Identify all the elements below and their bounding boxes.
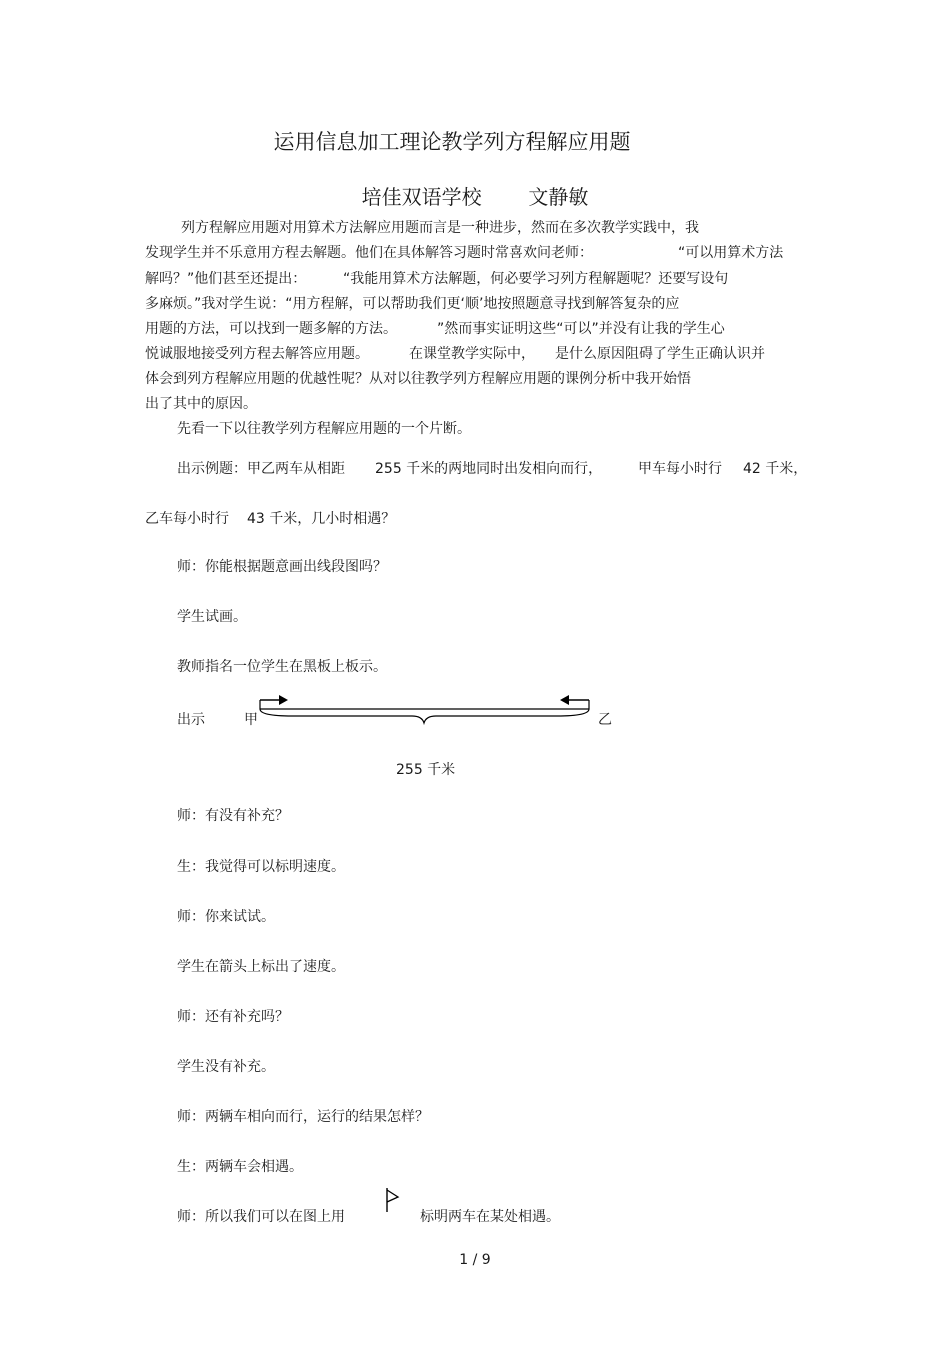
example-line-1d: 42 千米， (743, 461, 808, 477)
brace-curve (260, 709, 589, 723)
intro-line-6: 悦诚服地接受列方程去解答应用题。 (145, 346, 369, 362)
example-line-2a: 乙车每小时行 (145, 511, 229, 527)
dialogue-line: 师：你来试试。 (177, 909, 275, 925)
intro-line-6c: 是什么原因阻碍了学生正确认识并 (555, 346, 765, 362)
dialogue-line: 学生试画。 (177, 609, 247, 625)
dialogue-line: 师：你能根据题意画出线段图吗？ (177, 559, 387, 575)
intro-line-4: 多麻烦。”我对学生说：“用方程解，可以帮助我们更‘顺’地按照题意寻找到解答复杂的应 (145, 296, 680, 312)
right-arrow-head (560, 695, 569, 705)
left-arrow-head (279, 695, 288, 705)
example-line-1c: 甲车每小时行 (638, 461, 722, 477)
dialogue-line: 师：两辆车相向而行，运行的结果怎样？ (177, 1109, 429, 1125)
intro-line-2: 发现学生并不乐意用方程去解题。他们在具体解答习题时常喜欢问老师： (145, 245, 593, 261)
intro-line-5b: ”然而事实证明这些“可以”并没有让我的学生心 (437, 321, 725, 337)
author-line (0, 181, 950, 210)
example-line-1b: 255 千米的两地同时出发相向而行， (375, 461, 603, 477)
page-number: 1 / 9 (459, 1252, 491, 1268)
diagram-show-label: 出示 (177, 712, 205, 728)
dialogue-line: 师：还有补充吗？ (177, 1009, 289, 1025)
dialogue-line: 生：我觉得可以标明速度。 (177, 859, 345, 875)
intro-line-6b: 在课堂教学实际中， (409, 346, 535, 362)
intro-line-8: 出了其中的原因。 (145, 396, 257, 412)
dialogue-line: 师：有没有补充？ (177, 808, 289, 824)
example-line-2b: 43 千米，几小时相遇？ (247, 511, 396, 527)
dialogue-line: 教师指名一位学生在黑板上板示。 (177, 659, 387, 675)
intro-line-3b: “我能用算术方法解题，何必要学习列方程解题呢？还要写设句 (343, 271, 729, 287)
diagram-right-label: 乙 (598, 712, 612, 728)
intro-line-2b: “可以用算术方法 (678, 245, 784, 261)
dialogue-line: 学生在箭头上标出了速度。 (177, 959, 345, 975)
flag-icon (384, 1186, 404, 1214)
author-name: 文静敏 (528, 185, 589, 209)
author-school: 培佳双语学校 (361, 185, 482, 209)
fragment-intro: 先看一下以往教学列方程解应用题的一个片断。 (177, 421, 471, 437)
intro-line-5: 用题的方法，可以找到一题多解的方法。 (145, 321, 397, 337)
line-segment-diagram (252, 690, 597, 730)
intro-line-7: 体会到列方程解应用题的优越性呢？从对以往教学列方程解应用题的课例分析中我开始悟 (145, 371, 691, 387)
intro-line-3: 解吗？”他们甚至还提出： (145, 271, 307, 287)
last-line-b: 标明两车在某处相遇。 (420, 1209, 560, 1225)
intro-line-1: 列方程解应用题对用算术方法解应用题而言是一种进步，然而在多次教学实践中，我 (181, 220, 699, 236)
last-line-a: 师：所以我们可以在图上用 (177, 1209, 345, 1225)
diagram-distance-label: 255 千米 (396, 762, 456, 778)
example-line-1a: 出示例题：甲乙两车从相距 (177, 461, 345, 477)
document-title: 运用信息加工理论教学列方程解应用题 (273, 130, 631, 154)
dialogue-line: 生：两辆车会相遇。 (177, 1159, 303, 1175)
dialogue-line: 学生没有补充。 (177, 1059, 275, 1075)
diagram-left-label: 甲 (244, 712, 258, 728)
